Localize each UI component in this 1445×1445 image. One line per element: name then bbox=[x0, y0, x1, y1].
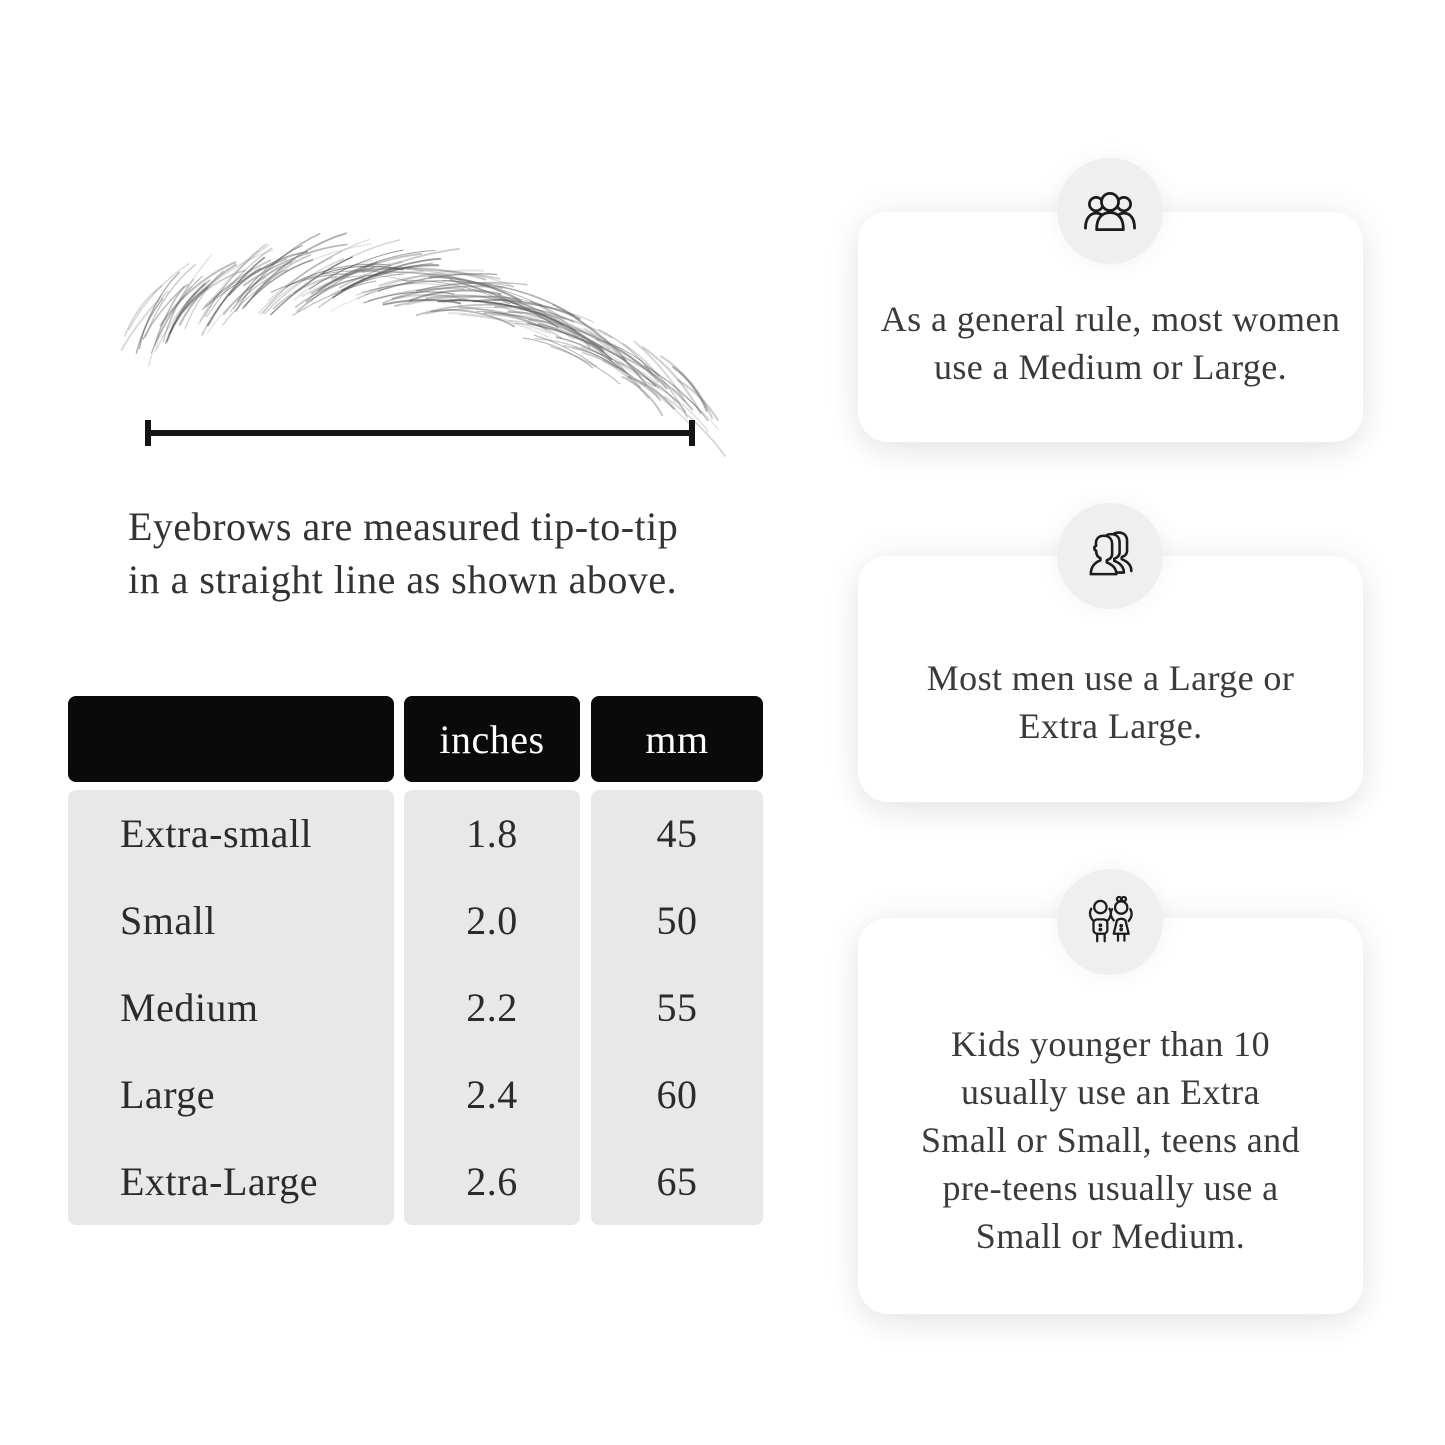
table-column-sizes bbox=[68, 790, 394, 1225]
table-cell-inches: 2.4 bbox=[466, 1072, 518, 1117]
table-cell-inches: 2.6 bbox=[466, 1159, 518, 1204]
table-cell-mm: 65 bbox=[656, 1159, 698, 1204]
table-cell-mm: 55 bbox=[656, 985, 698, 1030]
card-text-line: Kids younger than 10 bbox=[951, 1024, 1270, 1064]
table-cell-mm: 60 bbox=[656, 1072, 698, 1117]
table-header-mm: mm bbox=[591, 696, 763, 782]
table-cell-size: Medium bbox=[120, 985, 259, 1030]
table-cell-inches: 2.2 bbox=[466, 985, 518, 1030]
card-text-line: usually use an Extra bbox=[961, 1072, 1260, 1112]
table-cell-mm: 50 bbox=[656, 898, 698, 943]
table-column-mm bbox=[591, 790, 763, 1225]
table-cell-size: Extra-Large bbox=[120, 1159, 318, 1204]
icon-circle-men bbox=[1057, 503, 1163, 609]
table-cell-inches: 2.0 bbox=[466, 898, 518, 943]
info-card-kids bbox=[858, 918, 1363, 1314]
measurement-line-cap-right bbox=[689, 420, 695, 446]
icon-circle-kids bbox=[1057, 869, 1163, 975]
table-cell-size: Small bbox=[120, 898, 216, 943]
card-text-line: Small or Medium. bbox=[975, 1216, 1246, 1256]
kids-icon bbox=[1078, 890, 1142, 954]
card-text-line: pre-teens usually use a bbox=[942, 1168, 1279, 1208]
card-text-line: As a general rule, most women bbox=[880, 299, 1341, 339]
caption-line-2: in a straight line as shown above. bbox=[128, 557, 678, 602]
card-text-line: Small or Small, teens and bbox=[921, 1120, 1300, 1160]
card-text-line: use a Medium or Large. bbox=[933, 347, 1288, 387]
table-cell-mm: 45 bbox=[656, 811, 698, 856]
measurement-caption bbox=[128, 500, 728, 606]
icon-circle-women bbox=[1057, 158, 1163, 264]
table-cell-size: Extra-small bbox=[120, 811, 313, 856]
measurement-line bbox=[145, 430, 695, 436]
table-cell-size: Large bbox=[120, 1072, 216, 1117]
men-group-icon bbox=[1078, 524, 1142, 588]
women-group-icon bbox=[1078, 179, 1142, 243]
table-header-blank bbox=[68, 696, 394, 782]
eyebrow-illustration bbox=[100, 246, 700, 396]
card-text-line: Most men use a Large or bbox=[926, 658, 1295, 698]
eyebrow-hairs bbox=[122, 233, 726, 456]
table-column-inches bbox=[404, 790, 580, 1225]
table-header-inches: inches bbox=[404, 696, 580, 782]
card-text-line: Extra Large. bbox=[1018, 706, 1203, 746]
caption-line-1: Eyebrows are measured tip-to-tip bbox=[128, 504, 679, 549]
table-cell-inches: 1.8 bbox=[466, 811, 518, 856]
measurement-line-cap-left bbox=[145, 420, 151, 446]
